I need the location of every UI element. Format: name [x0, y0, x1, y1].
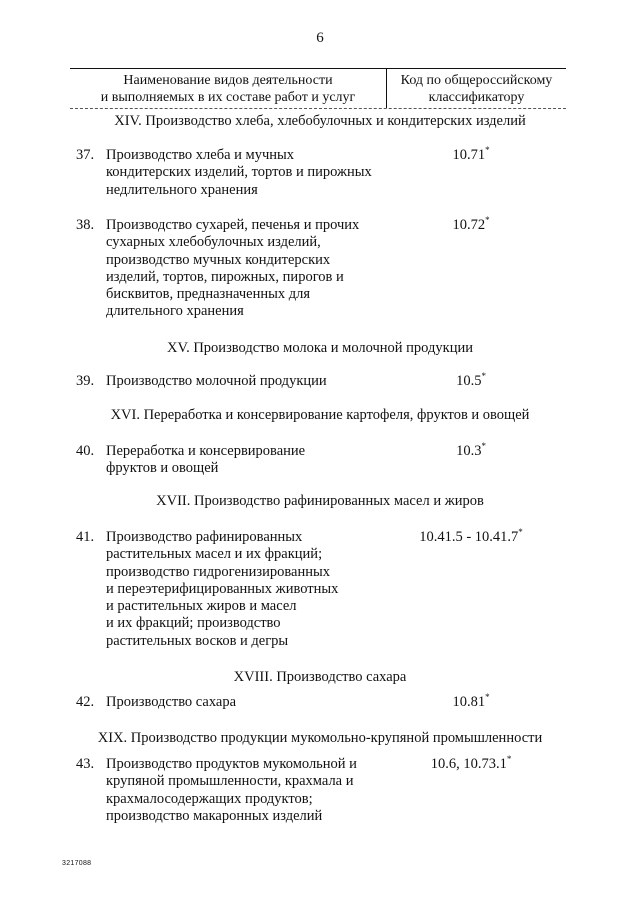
item-code	[376, 694, 566, 711]
item-line: бисквитов, предназначенных для	[106, 286, 311, 303]
footnote-mark: *	[481, 441, 486, 451]
item-description	[106, 147, 376, 199]
item-description	[106, 217, 376, 321]
item-line: и растительных жиров и масел	[106, 598, 297, 615]
footnote-mark: *	[481, 371, 486, 381]
item-code-value: 10.3	[456, 443, 482, 459]
item-line: растительных масел и их фракций;	[106, 546, 323, 563]
item-code	[376, 443, 566, 460]
item-line: фруктов и овощей	[106, 460, 219, 477]
item-line: Производство продуктов мукомольной и	[106, 756, 357, 772]
item-description	[106, 694, 376, 711]
section-heading: XIV. Производство хлеба, хлебобулочных и кондитерских изделий	[114, 113, 526, 129]
item-number: 41.	[76, 529, 95, 545]
item-line: кондитерских изделий, тортов и пирожных	[106, 164, 372, 181]
item-code-value: 10.72	[452, 217, 486, 233]
item-line: Производство хлеба и мучных	[106, 147, 295, 163]
section-heading: XVIII. Производство сахара	[233, 669, 407, 685]
item-line: производство мучных кондитерских	[106, 251, 331, 268]
item-code-value: 10.5	[456, 373, 482, 389]
item-number: 39.	[76, 373, 95, 389]
item-code-value: 10.81	[452, 694, 486, 710]
item-code-value: 10.6, 10.73.1	[430, 756, 507, 772]
footnote-mark: *	[485, 145, 490, 155]
item-line: длительного хранения	[106, 303, 244, 320]
header-code-column	[387, 69, 566, 108]
item-line: сухарных хлебобулочных изделий,	[106, 234, 321, 251]
item-line: Производство молочной продукции	[106, 373, 327, 389]
item-line: Переработка и консервирование	[106, 443, 306, 459]
item-line: производство макаронных изделий	[106, 807, 323, 824]
item-number: 40.	[76, 443, 95, 459]
header-name-line: и выполняемых в их составе работ и услуг	[100, 90, 356, 105]
item-number: 37.	[76, 147, 95, 163]
item-number: 42.	[76, 694, 95, 710]
item-description	[106, 373, 376, 390]
section-heading: XIX. Производство продукции мукомольно-крупяной промышленности	[97, 730, 543, 746]
item-code	[376, 147, 566, 164]
item-line: недлительного хранения	[106, 181, 258, 198]
item-code	[376, 217, 566, 234]
header-name-column	[70, 69, 387, 108]
section-heading: XVII. Производство рафинированных масел и жиров	[156, 493, 484, 509]
item-line: производство гидрогенизированных	[106, 563, 330, 580]
item-code-value: 10.71	[452, 147, 486, 163]
header-code-line: Код по общероссийскому	[400, 73, 553, 88]
item-line: крупяной промышленности, крахмала и	[106, 773, 354, 790]
item-code	[376, 373, 566, 390]
table-header	[70, 68, 566, 109]
item-description	[106, 529, 376, 650]
item-number: 43.	[76, 756, 95, 772]
section-heading: XV. Производство молока и молочной продукции	[167, 340, 473, 356]
item-description	[106, 443, 376, 478]
item-line: Производство рафинированных	[106, 529, 303, 545]
item-code-value: 10.41.5 - 10.41.7	[419, 529, 519, 545]
item-line: и их фракций; производство	[106, 615, 281, 632]
footnote-mark: *	[485, 215, 490, 225]
item-description	[106, 756, 376, 825]
item-line: крахмалосодержащих продуктов;	[106, 790, 313, 807]
header-name-line: Наименование видов деятельности	[123, 73, 333, 88]
item-code	[376, 529, 566, 546]
header-code-line: классификатору	[428, 90, 525, 105]
footnote-mark: *	[485, 692, 490, 702]
footnote-mark: *	[518, 527, 523, 537]
section-heading: XVI. Переработка и консервирование картофеля, фруктов и овощей	[110, 407, 530, 423]
item-code	[376, 756, 566, 773]
item-line: Производство сахара	[106, 694, 237, 710]
item-line: растительных восков и дегры	[106, 632, 289, 649]
item-line: изделий, тортов, пирожных, пирогов и	[106, 268, 344, 285]
page-number: 6	[316, 30, 324, 46]
footnote-mark: *	[506, 754, 512, 764]
document-id: 3217088	[62, 860, 92, 867]
item-line: и переэтерифицированных животных	[106, 580, 339, 597]
item-line: Производство сухарей, печенья и прочих	[106, 217, 360, 233]
item-number: 38.	[76, 217, 95, 233]
